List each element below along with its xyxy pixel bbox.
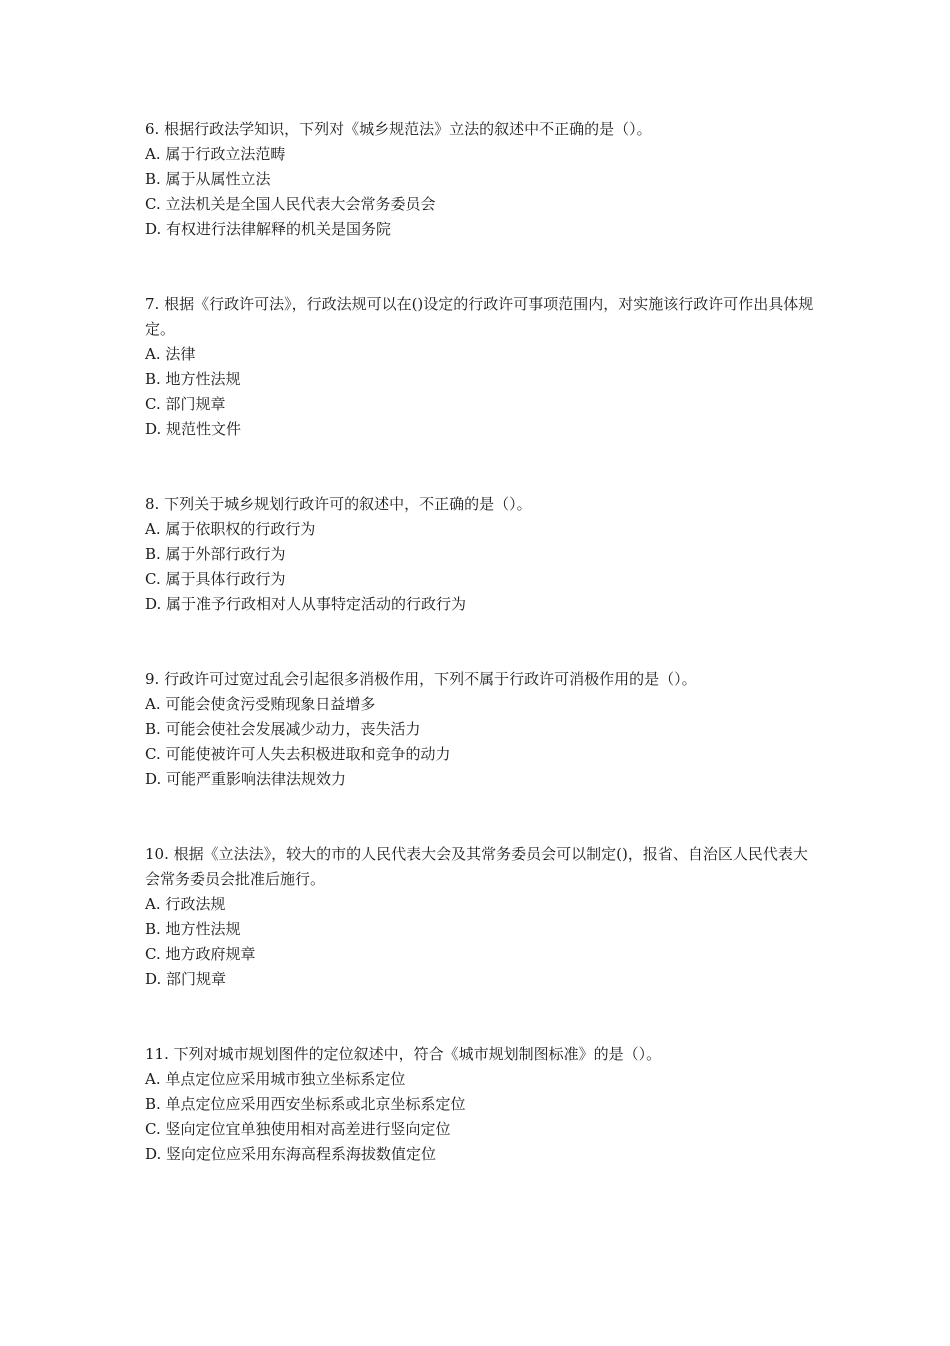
question-stem: 8. 下列关于城乡规划行政许可的叙述中，不正确的是（）。	[145, 495, 532, 513]
question-stem: 11. 下列对城市规划图件的定位叙述中，符合《城市规划制图标准》的是（）。	[145, 1045, 662, 1063]
option-b: B. 属于从属性立法	[145, 170, 271, 188]
question-stem: 10. 根据《立法法》，较大的市的人民代表大会及其常务委员会可以制定()，报省、自治区人民代表大会常务委员会批准后施行。	[145, 845, 808, 888]
option-a: A. 属于依职权的行政行为	[145, 520, 316, 538]
option-d: D. 有权进行法律解释的机关是国务院	[145, 220, 392, 238]
question-10	[145, 842, 815, 992]
option-d: D. 部门规章	[145, 970, 227, 988]
option-c: C. 立法机关是全国人民代表大会常务委员会	[145, 195, 436, 213]
option-a: A. 法律	[145, 345, 196, 363]
option-b: B. 属于外部行政行为	[145, 545, 286, 563]
option-d: D. 规范性文件	[145, 420, 242, 438]
option-c: C. 部门规章	[145, 395, 226, 413]
option-a: A. 单点定位应采用城市独立坐标系定位	[145, 1070, 406, 1088]
option-b: B. 单点定位应采用西安坐标系或北京坐标系定位	[145, 1095, 466, 1113]
option-c: C. 地方政府规章	[145, 945, 256, 963]
option-c: C. 属于具体行政行为	[145, 570, 286, 588]
option-c: C. 可能使被许可人失去积极进取和竞争的动力	[145, 745, 451, 763]
question-8	[145, 492, 815, 617]
option-d: D. 可能严重影响法律法规效力	[145, 770, 347, 788]
option-a: A. 行政法规	[145, 895, 226, 913]
question-stem: 9. 行政许可过宽过乱会引起很多消极作用，下列不属于行政许可消极作用的是（）。	[145, 670, 697, 688]
question-stem: 7. 根据《行政许可法》，行政法规可以在()设定的行政许可事项范围内，对实施该行政许可作出具体规定。	[145, 295, 814, 338]
question-11	[145, 1042, 815, 1167]
option-b: B. 地方性法规	[145, 370, 241, 388]
option-b: B. 地方性法规	[145, 920, 241, 938]
question-7	[145, 292, 815, 442]
option-a: A. 属于行政立法范畴	[145, 145, 286, 163]
option-a: A. 可能会使贪污受贿现象日益增多	[145, 695, 376, 713]
option-d: D. 竖向定位应采用东海高程系海拔数值定位	[145, 1145, 437, 1163]
question-9	[145, 667, 815, 792]
option-b: B. 可能会使社会发展减少动力，丧失活力	[145, 720, 421, 738]
option-d: D. 属于准予行政相对人从事特定活动的行政行为	[145, 595, 467, 613]
question-stem: 6. 根据行政法学知识，下列对《城乡规范法》立法的叙述中不正确的是（）。	[145, 120, 652, 138]
question-6	[145, 117, 815, 242]
option-c: C. 竖向定位宜单独使用相对高差进行竖向定位	[145, 1120, 451, 1138]
